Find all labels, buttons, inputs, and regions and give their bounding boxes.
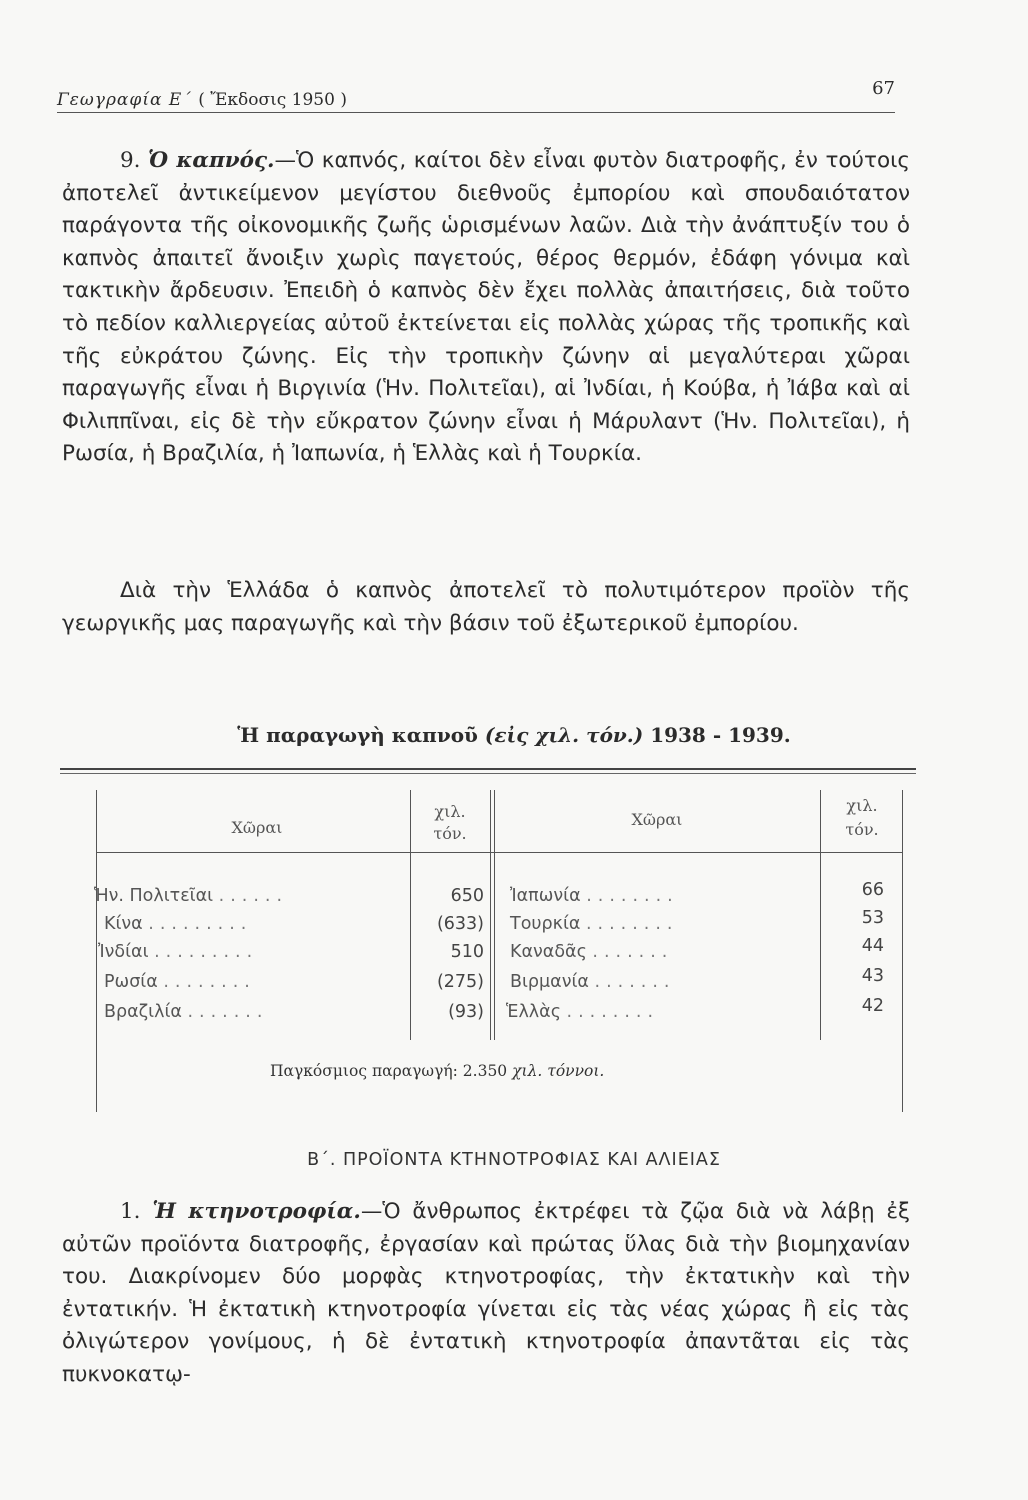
table-row: Ἰνδίαι ......... xyxy=(98,942,259,962)
tobacco-text-1: Ὁ καπνός, καίτοι δὲν εἶναι φυτὸν διατροφῆς, ἐν τούτοις ἀποτελεῖ ἀντικείμενον μεγίστου διεθνοῦς ἐμπορίου καὶ σπουδαιότατον παράγοντα τῆς οἰκονομικῆς ζωῆς ὡρισμένων λαῶν. Διὰ τὴν ἀνάπτυξίν του ὁ καπνὸς ἀπαιτεῖ ἄνοιξιν χωρὶς παγετούς, θέρος θερμόν, ἐδάφη γόνιμα καὶ τακτικὴν ἄρδευσιν. Ἐπειδὴ ὁ καπνὸς δὲν ἔχει πολλὰς ἀπαιτήσεις, διὰ τοῦτο τὸ πεδίον καλλιεργείας αὐτοῦ ἐκτείνεται εἰς πολλὰς χώρας τῆς τροπικῆς καὶ τῆς εὐκράτου ζώνης. Εἰς τὴν τροπικὴν ζώνην αἱ μεγαλύτεραι χῶραι παραγωγῆς εἶναι ἡ Βιργινία (Ἡν. Πολιτεῖαι), αἱ Ἰνδίαι, ἡ Κούβα, ἡ Ἰάβα καὶ αἱ Φιλιππῖναι, εἰς δὲ τὴν εὔκρατον ζώνην εἶναι ἡ Μάρυλαντ (Ἡν. Πολιτεῖαι), ἡ Ρωσία, ἡ Βραζιλία, ἡ Ἰαπωνία, ἡ Ἑλλὰς καὶ ἡ Τουρκία. xyxy=(62,148,910,467)
table-value: (275) xyxy=(436,972,484,992)
table-value: (93) xyxy=(448,1002,484,1022)
table-value: (633) xyxy=(436,914,484,934)
section-number: 9. xyxy=(120,148,141,173)
col-divider-2b xyxy=(494,790,495,1040)
col-heading-unit-right-1: χιλ. xyxy=(846,796,878,815)
heading-dash: — xyxy=(274,148,297,173)
table-row: Ἰαπωνία ........ xyxy=(510,886,679,906)
table-row: Κίνα ......... xyxy=(104,914,253,934)
col-heading-unit-left-1: χιλ. xyxy=(434,802,466,821)
tobacco-paragraph-2 xyxy=(62,575,910,640)
col-divider-1 xyxy=(410,790,411,1040)
table-title-years: 1938 - 1939. xyxy=(650,723,791,747)
table-value: 53 xyxy=(861,908,884,928)
table-value: 44 xyxy=(861,936,884,956)
world-production-unit: χιλ. τόννοι. xyxy=(512,1062,605,1080)
table-title-unit: (εἰς χιλ. τόν.) xyxy=(484,723,644,747)
table-value: 66 xyxy=(861,880,884,900)
table-title xyxy=(0,723,1028,747)
section-title: Β΄. ΠΡΟΪΟΝΤΑ ΚΤΗΝΟΤΡΟΦΙΑΣ ΚΑΙ ΑΛΙΕΙΑΣ xyxy=(307,1150,721,1170)
heading-dash: — xyxy=(360,1199,383,1224)
livestock-text: Ὁ ἄνθρωπος ἐκτρέφει τὰ ζῷα διὰ νὰ λάβῃ ἐξ αὐτῶν προϊόντα διατροφῆς, ἐργασίαν καὶ πρώτας ὕλας διὰ τὴν βιομηχανίαν του. Διακρίνομεν δύο μορφὰς κτηνοτροφίας, τὴν ἐκτατικὴν καὶ τὴν ἐντατικήν. Ἡ ἐκτατικὴ κτηνοτροφία γίνεται εἰς τὰς νέας χώρας ἢ εἰς τὰς ὀλιγώτερον γονίμους, ἡ δὲ ἐντατικὴ κτηνοτροφία ἀπαντᾶται εἰς τὰς πυκνοκατῳ- xyxy=(62,1199,910,1387)
table-left-border xyxy=(96,790,97,1112)
table-value: 650 xyxy=(450,886,484,906)
table-title-main: Ἡ παραγωγὴ καπνοῦ xyxy=(237,723,478,747)
tobacco-text-2: Διὰ τὴν Ἑλλάδα ὁ καπνὸς ἀποτελεῖ τὸ πολυτιμότερον προϊὸν τῆς γεωργικῆς μας παραγωγῆς καὶ τὴν βάσιν τοῦ ἐξωτερικοῦ ἐμπορίου. xyxy=(62,578,910,636)
table-value: 42 xyxy=(861,996,884,1016)
header-rule xyxy=(96,852,902,853)
livestock-paragraph xyxy=(62,1196,910,1392)
table-row: Ἑλλὰς ........ xyxy=(506,1002,660,1022)
world-production-label: Παγκόσμιος παραγωγή: xyxy=(270,1062,458,1080)
col-divider-2 xyxy=(490,790,491,1040)
book-title: Γεωγραφία Ε΄ xyxy=(57,90,192,110)
edition-note: ( Ἔκδοσις 1950 ) xyxy=(198,90,347,110)
page-header xyxy=(57,78,895,113)
table-row: Βιρμανία ....... xyxy=(510,972,676,992)
section-heading: Ἡ κτηνοτροφία. xyxy=(152,1199,361,1224)
tobacco-paragraph xyxy=(62,145,910,471)
table-value: 510 xyxy=(450,942,484,962)
col-heading-unit-left-2: τόν. xyxy=(433,824,467,843)
table-row: Καναδᾶς ....... xyxy=(510,942,674,962)
world-production xyxy=(270,1062,604,1080)
table-row: Ρωσία ........ xyxy=(104,972,256,992)
table-right-border xyxy=(902,790,903,1112)
page-number: 67 xyxy=(872,78,895,99)
col-heading-country-right: Χῶραι xyxy=(631,810,683,829)
col-heading-unit-right-2: τόν. xyxy=(845,820,879,839)
table-row: Ἡν. Πολιτεῖαι ...... xyxy=(94,886,289,906)
table-value: 43 xyxy=(861,966,884,986)
section-number: 1. xyxy=(120,1199,141,1224)
running-title xyxy=(57,90,347,110)
table-row: Τουρκία ........ xyxy=(510,914,679,934)
section-heading: Ὁ καπνός. xyxy=(148,148,275,173)
table-row: Βραζιλία ....... xyxy=(104,1002,269,1022)
col-heading-country-left: Χῶραι xyxy=(231,818,283,837)
world-production-value: 2.350 xyxy=(462,1062,508,1080)
table-top-rule xyxy=(60,768,916,774)
